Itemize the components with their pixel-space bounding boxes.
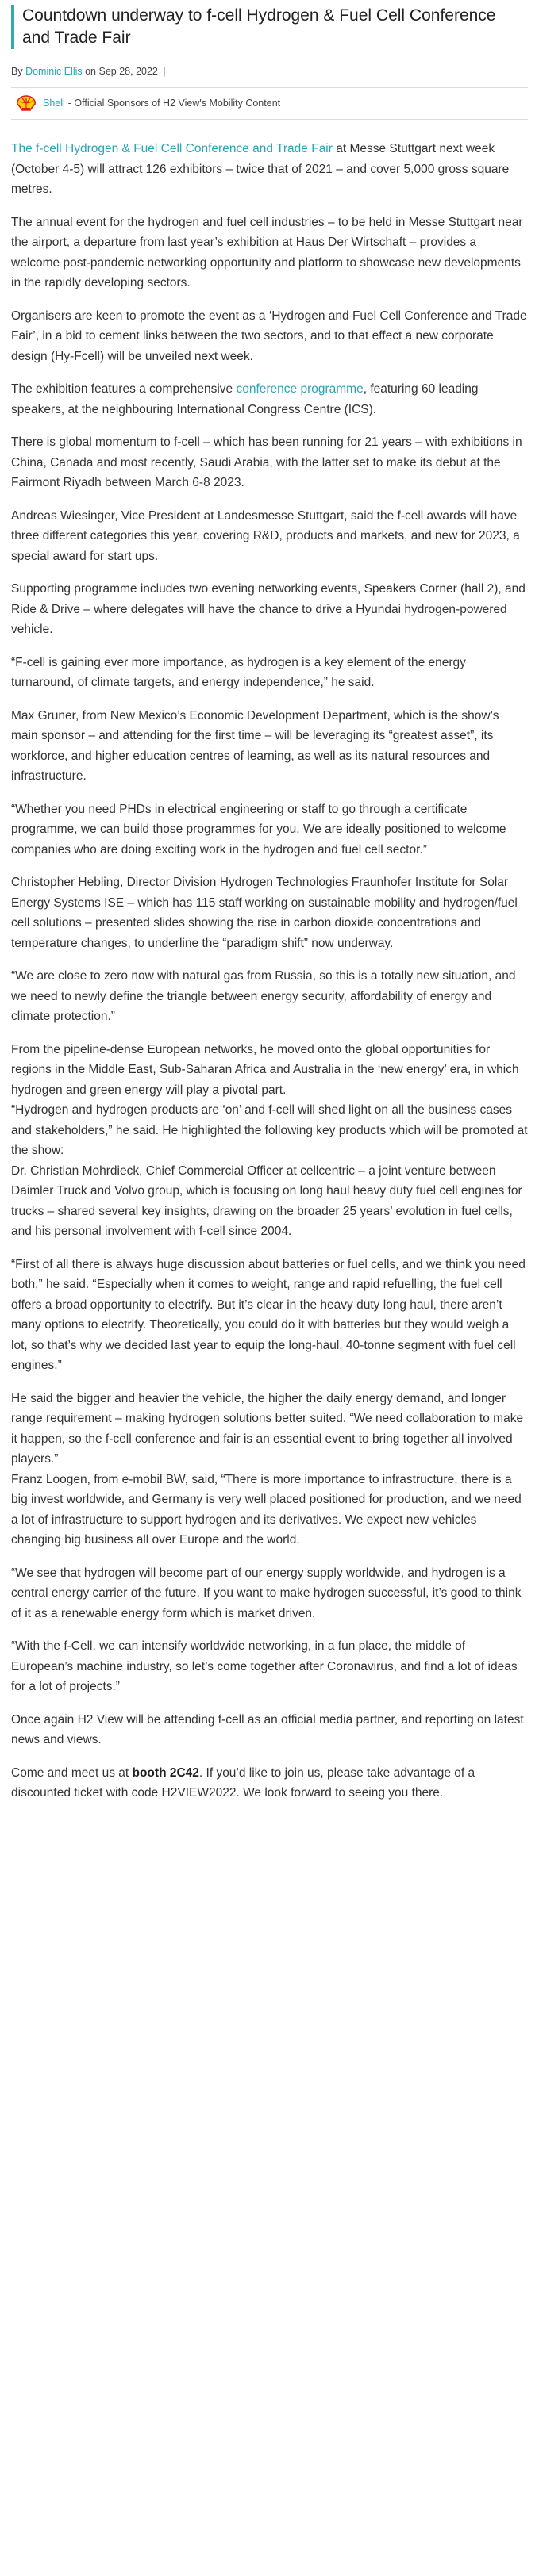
paragraph-3: Organisers are keen to promote the event as a ‘Hydrogen and Fuel Cell Conference and Trade Fair’, in a bid to cement links between the two sectors, and to that effect a new corporate design (Hy-Fcell) will be unveiled next week. <box>11 309 527 363</box>
paragraph-18: Franz Loogen, from e-mobil BW, said, “There is more importance to infrastructure, there is a big invest worldwide, and Germany is very well placed positioned for production, and we need a lot of infrastructure to support hydrogen and its derivatives. We expect new vehicles changing big business all over Europe and the world. <box>11 1472 522 1547</box>
paragraph-9: Max Gruner, from New Mexico’s Economic Development Department, which is the show’s main sponsor – and attending for the first time – will be leveraging its “greatest asset”, its workforce, and higher education centres of learning, as well as its natural resources and infrastructure. <box>11 708 499 783</box>
paragraph-21: Once again H2 View will be attending f-cell as an official media partner, and reporting on latest news and views. <box>11 1712 524 1746</box>
paragraph-1-text: at Messe Stuttgart next week (October 4-5) will attract 126 exhibitors – twice that of 2021 – and cover 5,000 gross square metres. <box>11 142 510 196</box>
paragraph-8: “F-cell is gaining ever more importance, as hydrogen is a key element of the energy turnaround, of climate targets, and energy independence,” he said. <box>11 655 466 689</box>
booth-number: booth 2C42 <box>132 1765 199 1780</box>
paragraph-11: Christopher Hebling, Director Division Hydrogen Technologies Fraunhofer Institute for Solar Energy Systems ISE – which has 115 staff working on sustainable mobility and hydrogen/fuel cell solutions – presented slides showing the rise in carbon dioxide concentrations and temperature changes, to underline the “paradigm shift” now underway. <box>11 876 518 950</box>
paragraph-12: “We are close to zero now with natural gas from Russia, so this is a totally new situation, and we need to newly define the triangle between energy security, affordability of energy and climate protection.” <box>11 969 516 1023</box>
paragraph-14: “Hydrogen and hydrogen products are ‘on’ and f-cell will shed light on all the business cases and stakeholders,” he said. He highlighted the following key products which will be promoted at the show: <box>11 1103 528 1157</box>
byline-on: on <box>85 66 97 77</box>
paragraph-6: Andreas Wiesinger, Vice President at Landesmesse Stuttgart, said the f-cell awards will have three different categories this year, covering R&D, products and markets, and new for 2023, a special award for start ups. <box>11 508 520 563</box>
publish-date: Sep 28, 2022 <box>98 66 158 77</box>
article-page <box>0 5 539 1824</box>
byline <box>11 63 528 88</box>
paragraph-20: “With the f-Cell, we can intensify worldwide networking, in a fun place, the middle of European’s machine industry, so let’s come together after Coronavirus, and find a lot of ideas for a lot of projects.” <box>11 1639 518 1693</box>
sponsor-name[interactable]: Shell <box>43 98 65 109</box>
paragraph-22-before: Come and meet us at <box>11 1765 133 1780</box>
paragraph-4 <box>11 379 528 420</box>
article-title: Countdown underway to f-cell Hydrogen & Fuel Cell Conference and Trade Fair <box>11 5 528 49</box>
paragraph-22-after: . If you’d like to join us, please take advantage of a discounted ticket with code H2VIEW2022. We look forward to seeing you there. <box>11 1765 475 1800</box>
paragraph-13: From the pipeline-dense European networks, he moved onto the global opportunities for regions in the Middle East, Sub-Saharan Africa and Australia in the ‘new energy’ era, in which hydrogen and green energy will play a pivotal part. <box>11 1042 519 1097</box>
sponsor-text: - Official Sponsors of H2 View's Mobility Content <box>67 98 281 109</box>
paragraph-17: He said the bigger and heavier the vehicle, the higher the daily energy demand, and longer range requirement – making hydrogen solutions better suited. “We need collaboration to make it happen, so the f-cell conference and fair is an essential event to bring together all involved players.” <box>11 1391 524 1466</box>
byline-separator: | <box>163 66 166 77</box>
paragraph-16: “First of all there is always huge discussion about batteries or fuel cells, and we think you need both,” he said. “Especially when it comes to weight, range and rapid refuelling, the fuel cell offers a broad opportunity to electrify. But it’s clear in the heavy duty long haul, there aren’t many options to electrify. Theoretically, you could do it with batteries but they would weigh a lot, so that’s why we decided last year to equip the long-haul, 40-tonne segment with fuel cell engines.” <box>11 1257 526 1372</box>
shell-logo-icon[interactable] <box>16 95 37 111</box>
paragraph-1 <box>11 139 528 200</box>
sponsor-bar <box>11 88 528 120</box>
paragraph-7: Supporting programme includes two evening networking events, Speakers Corner (hall 2), and Ride & Drive – where delegates will have the chance to drive a Hyundai hydrogen-powered vehicle. <box>11 582 526 636</box>
paragraph-5: There is global momentum to f-cell – which has been running for 21 years – with exhibitions in China, Canada and most recently, Saudi Arabia, with the latter set to make its debut at the Fairmont Riyadh between March 6-8 2023. <box>11 435 522 489</box>
paragraph-2: The annual event for the hydrogen and fuel cell industries – to be held in Messe Stuttgart near the airport, a departure from last year’s exhibition at Haus Der Wirtschaft – provides a welcome post-pandemic networking opportunity and platform to showcase new developments in the rapidly developing sectors. <box>11 215 523 289</box>
paragraph-10: “Whether you need PHDs in electrical engineering or staff to go through a certificate programme, we can build those programmes for you. We are ideally positioned to welcome companies who are doing exciting work in the hydrogen and fuel cell sector.” <box>11 802 506 857</box>
paragraph-22 <box>11 1763 528 1804</box>
f-cell-event-link[interactable]: The f-cell Hydrogen & Fuel Cell Conference and Trade Fair <box>11 142 333 155</box>
paragraph-15: Dr. Christian Mohrdieck, Chief Commercial Officer at cellcentric – a joint venture between Daimler Truck and Volvo group, which is focusing on long haul heavy duty fuel cell engines for trucks – shared several key insights, drawing on the broader 25 years’ evolution in fuel cells, and his personal involvement with f-cell since 2004. <box>11 1163 522 1238</box>
paragraph-19: “We see that hydrogen will become part of our energy supply worldwide, and hydrogen is a central energy carrier of the future. If you want to make hydrogen successful, it’s good to think of it as a renewable energy form which is market driven. <box>11 1566 522 1620</box>
paragraph-4-before: The exhibition features a comprehensive <box>11 382 237 396</box>
author-link[interactable]: Dominic Ellis <box>25 66 83 77</box>
byline-prefix: By <box>11 66 23 77</box>
paragraph-4-after: , featuring 60 leading speakers, at the neighbouring International Congress Centre (ICS). <box>11 382 479 416</box>
article-body <box>11 139 528 1804</box>
conference-programme-link[interactable]: conference programme <box>236 382 364 396</box>
